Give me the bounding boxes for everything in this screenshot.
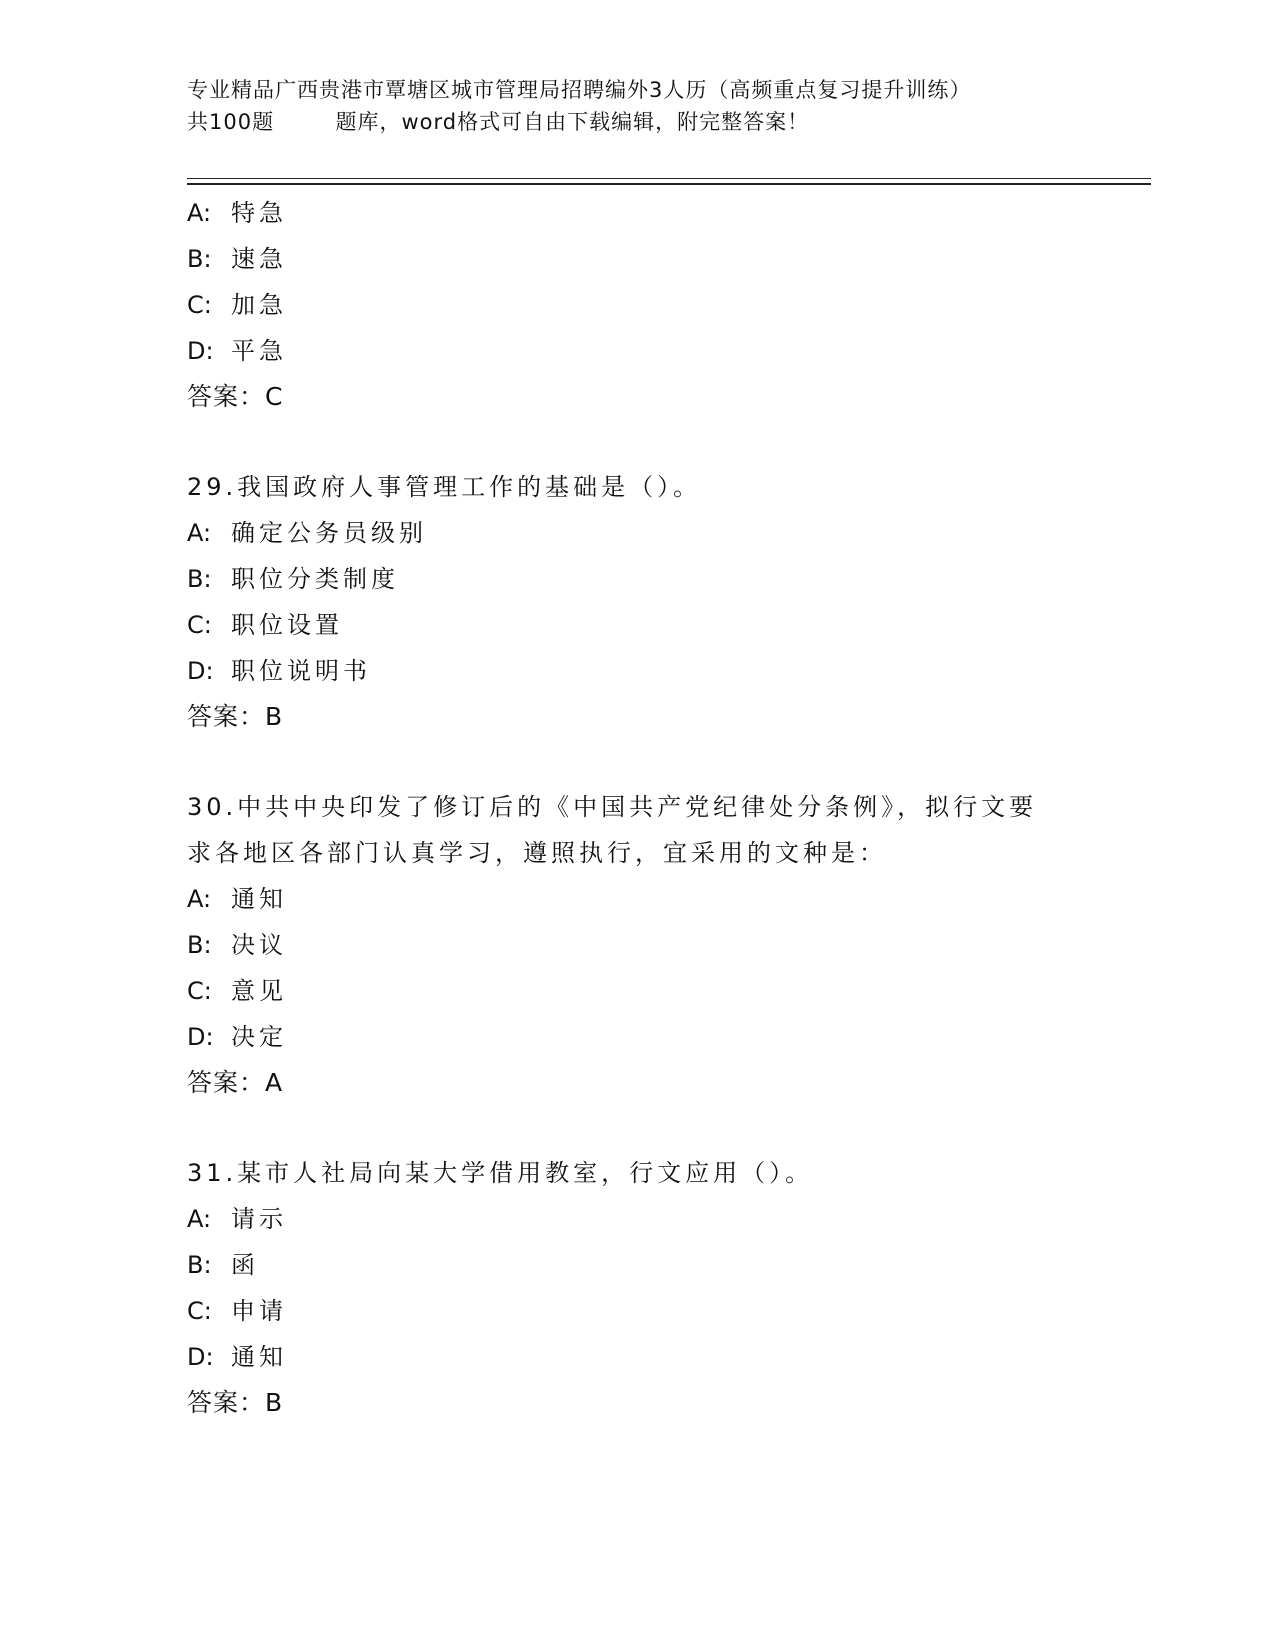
spacer xyxy=(187,420,1087,464)
option-a xyxy=(187,510,1087,556)
option-key: C: xyxy=(187,611,212,639)
option-a xyxy=(187,190,1087,236)
header-divider-thin xyxy=(187,178,1151,179)
answer-line: 答案：A xyxy=(187,1068,284,1097)
option-text: 请示 xyxy=(231,1205,287,1233)
header-subtitle-line: 共100题 题库，word格式可自由下载编辑，附完整答案！ xyxy=(187,110,810,134)
option-a xyxy=(187,1196,1087,1242)
option-c xyxy=(187,1288,1087,1334)
option-key: A: xyxy=(187,1205,212,1233)
option-text: 职位设置 xyxy=(231,611,343,639)
option-key: C: xyxy=(187,977,212,1005)
option-text: 函 xyxy=(231,1251,259,1279)
option-key: C: xyxy=(187,291,212,319)
option-key: C: xyxy=(187,1297,212,1325)
option-key: D: xyxy=(187,1343,214,1371)
question-30 xyxy=(187,784,1087,1106)
option-text: 加急 xyxy=(231,291,287,319)
question-text-line-1: 30.中共中央印发了修订后的《中国共产党纪律处分条例》，拟行文要 xyxy=(187,793,1038,821)
option-key: B: xyxy=(187,1251,212,1279)
option-text: 特急 xyxy=(231,199,287,227)
option-text: 决定 xyxy=(231,1023,287,1051)
option-key: D: xyxy=(187,1023,214,1051)
option-c xyxy=(187,602,1087,648)
answer-line: 答案：C xyxy=(187,382,284,411)
option-key: D: xyxy=(187,337,214,365)
option-key: B: xyxy=(187,565,212,593)
question-text-line-2: 求各地区各部门认真学习，遵照执行，宜采用的文种是： xyxy=(187,839,887,867)
option-key: A: xyxy=(187,199,212,227)
option-key: B: xyxy=(187,245,212,273)
option-d xyxy=(187,1014,1087,1060)
spacer xyxy=(187,740,1087,784)
answer-line: 答案：B xyxy=(187,702,284,731)
question-29 xyxy=(187,464,1087,740)
option-text: 平急 xyxy=(231,337,287,365)
option-text: 申请 xyxy=(231,1297,287,1325)
option-b xyxy=(187,556,1087,602)
document-header xyxy=(187,74,1087,138)
option-text: 职位说明书 xyxy=(231,657,371,685)
option-text: 通知 xyxy=(231,885,287,913)
option-c xyxy=(187,282,1087,328)
question-text: 29.我国政府人事管理工作的基础是（）。 xyxy=(187,473,702,501)
option-key: B: xyxy=(187,931,212,959)
option-d xyxy=(187,1334,1087,1380)
option-text: 决议 xyxy=(231,931,287,959)
option-d xyxy=(187,328,1087,374)
question-31 xyxy=(187,1150,1087,1426)
option-a xyxy=(187,876,1087,922)
option-key: D: xyxy=(187,657,214,685)
option-text: 职位分类制度 xyxy=(231,565,399,593)
option-b xyxy=(187,1242,1087,1288)
option-text: 通知 xyxy=(231,1343,287,1371)
option-text: 速急 xyxy=(231,245,287,273)
option-b xyxy=(187,922,1087,968)
option-text: 意见 xyxy=(231,977,287,1005)
question-28 xyxy=(187,190,1087,420)
option-c xyxy=(187,968,1087,1014)
header-title-line: 专业精品广西贵港市覃塘区城市管理局招聘编外3人历（高频重点复习提升训练） xyxy=(187,78,972,102)
option-b xyxy=(187,236,1087,282)
option-key: A: xyxy=(187,885,212,913)
option-text: 确定公务员级别 xyxy=(231,519,427,547)
header-divider-thick xyxy=(187,183,1151,185)
question-text: 31.某市人社局向某大学借用教室，行文应用（）。 xyxy=(187,1159,814,1187)
option-key: A: xyxy=(187,519,212,547)
spacer xyxy=(187,1106,1087,1150)
answer-line: 答案：B xyxy=(187,1388,284,1417)
question-list xyxy=(187,190,1087,1426)
option-d xyxy=(187,648,1087,694)
